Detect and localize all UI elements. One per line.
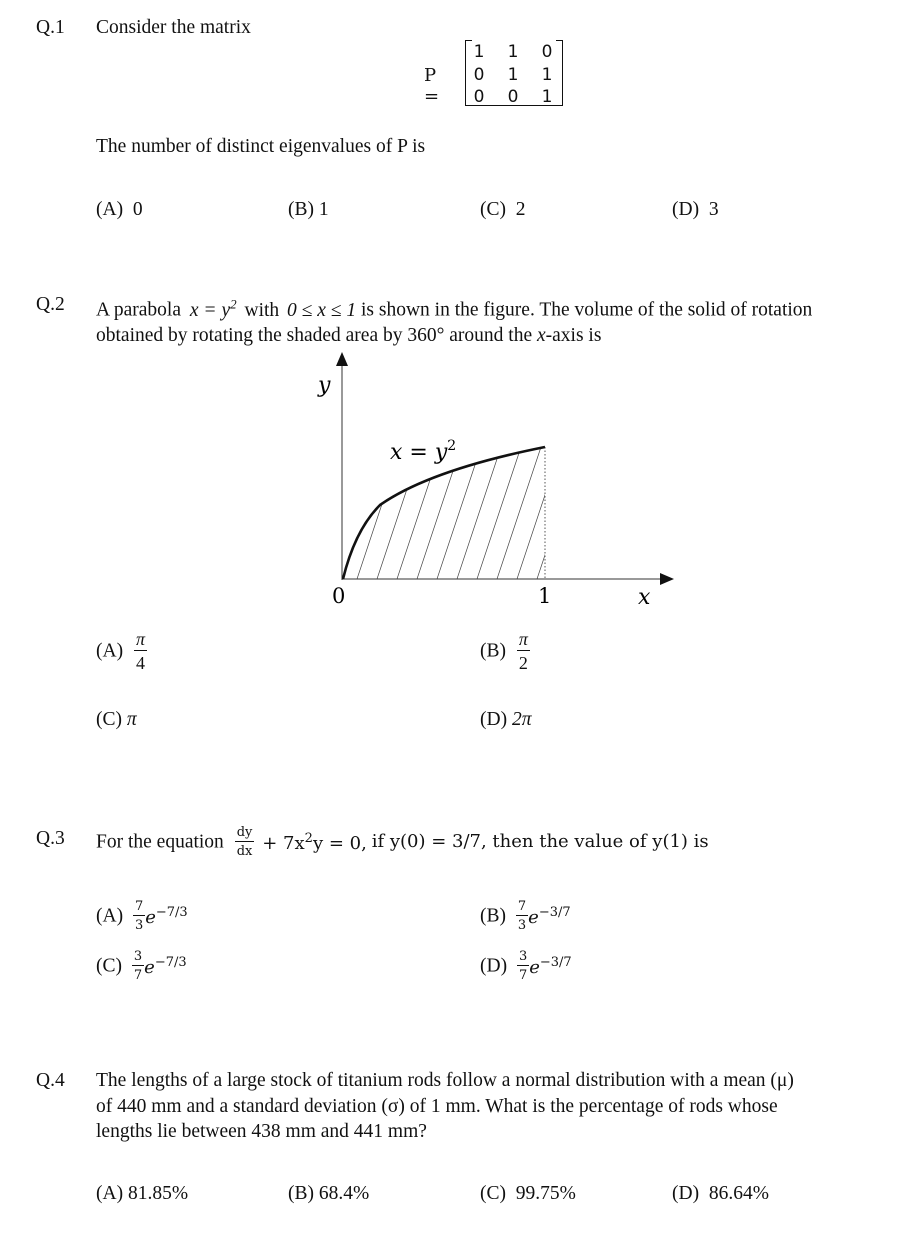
- q3-number: Q.3: [36, 828, 65, 849]
- option-text: 99.75%: [515, 1183, 576, 1204]
- option-label: (B): [480, 905, 506, 927]
- matrix-cell: 0: [473, 87, 485, 107]
- q3-condition: if y(0) = 3/7, then the value of y(1) is: [371, 831, 709, 852]
- option-label: (C): [480, 1183, 506, 1204]
- option-exp: $e^{-7/3}$: [144, 954, 187, 978]
- q2-option-c[interactable]: [96, 710, 137, 730]
- q4-number: Q.4: [36, 1070, 65, 1091]
- q3-option-d[interactable]: [480, 950, 572, 982]
- option-text: 3: [708, 199, 719, 220]
- x-one-label: 1: [538, 584, 552, 608]
- q2-option-a[interactable]: [96, 630, 147, 672]
- q3-derivative: $\frac{dy}{dx}$: [236, 825, 253, 859]
- y-axis-arrow-icon: [336, 352, 348, 366]
- option-label: (A): [96, 640, 124, 662]
- q4-option-c[interactable]: [480, 1184, 576, 1204]
- q3-option-a[interactable]: [96, 900, 188, 932]
- matrix-cell: 0: [473, 65, 485, 85]
- option-label: (C): [96, 709, 122, 730]
- curve-label: $x = y^2$: [390, 438, 457, 465]
- matrix-cell: 1: [473, 42, 485, 62]
- origin-label: 0: [332, 584, 346, 608]
- option-label: (B): [480, 640, 506, 662]
- q2-line1-post: is shown in the figure. The volume of the solid of rotation: [360, 299, 813, 321]
- option-label: (C): [480, 199, 506, 220]
- option-fraction: $\frac{3}{7}$: [133, 949, 143, 983]
- q2-line1-eq: $x = y^2$: [189, 296, 237, 321]
- matrix-cell: 1: [507, 42, 519, 62]
- q2-line1-with: with: [244, 299, 280, 321]
- option-exp: $e^{-3/7}$: [529, 954, 572, 978]
- option-label: (A): [96, 1183, 124, 1204]
- matrix-cell: 1: [507, 65, 519, 85]
- q3-equation-line: [96, 826, 709, 858]
- q4-line1: The lengths of a large stock of titanium rods follow a normal distribution with a mean (μ): [96, 1070, 794, 1091]
- option-fraction: $\frac{7}{3}$: [134, 899, 144, 933]
- option-text: 1: [318, 199, 329, 220]
- matrix-cell: 0: [507, 87, 519, 107]
- q4-option-d[interactable]: [672, 1184, 769, 1204]
- q4-option-a[interactable]: [96, 1184, 188, 1204]
- q1-intro: Consider the matrix: [96, 17, 251, 38]
- option-fraction: $\frac{\pi}{2}$: [518, 629, 528, 673]
- q4-line3: lengths lie between 438 mm and 441 mm?: [96, 1121, 427, 1142]
- matrix-cell: 0: [541, 42, 553, 62]
- option-label: (A): [96, 199, 124, 220]
- option-label: (B): [288, 1183, 314, 1204]
- q2-number: Q.2: [36, 294, 65, 315]
- matrix-cell: 1: [541, 87, 553, 107]
- option-text: 2: [515, 199, 526, 220]
- q4-line2: of 440 mm and a standard deviation (σ) of 1 mm. What is the percentage of rods whose: [96, 1096, 778, 1117]
- option-exp: $e^{-3/7}$: [528, 904, 571, 928]
- q1-matrix-label: P =: [424, 65, 440, 107]
- option-text: 2π: [511, 709, 532, 730]
- x-axis-arrow-icon: [660, 573, 674, 585]
- q1-number: Q.1: [36, 17, 65, 38]
- option-label: (D): [480, 955, 508, 977]
- y-axis-label: y: [318, 373, 331, 398]
- q3-pre: For the equation: [96, 831, 224, 853]
- option-label: (D): [672, 1183, 700, 1204]
- q3-option-b[interactable]: [480, 900, 571, 932]
- option-text: 68.4%: [318, 1183, 370, 1204]
- matrix-cell: 1: [541, 65, 553, 85]
- option-text: 81.85%: [127, 1183, 189, 1204]
- option-label: (C): [96, 955, 122, 977]
- option-fraction: $\frac{3}{7}$: [518, 949, 528, 983]
- option-fraction: $\frac{7}{3}$: [517, 899, 527, 933]
- q1-question: The number of distinct eigenvalues of P is: [96, 136, 426, 157]
- option-label: (D): [672, 199, 700, 220]
- x-axis-label: x: [638, 585, 651, 610]
- option-label: (D): [480, 709, 508, 730]
- option-exp: $e^{-7/3}$: [145, 904, 188, 928]
- q2-option-d[interactable]: [480, 710, 531, 730]
- hatch-pattern: [330, 420, 610, 600]
- q3-equation: + $7x^2y = 0$,: [262, 830, 367, 854]
- option-label: (A): [96, 905, 124, 927]
- q2-line1-range: 0 ≤ x ≤ 1: [287, 299, 357, 321]
- q2-line2-pre: obtained by rotating the shaded area by 360° around the: [96, 325, 533, 346]
- option-text: 0: [132, 199, 143, 220]
- option-text: π: [126, 709, 137, 730]
- q4-option-b[interactable]: [288, 1184, 369, 1204]
- option-fraction: $\frac{\pi}{4}$: [135, 629, 145, 673]
- q2-option-b[interactable]: [480, 630, 530, 672]
- option-text: 86.64%: [708, 1183, 769, 1204]
- q2-line2-post: -axis is: [545, 325, 602, 346]
- option-label: (B): [288, 199, 314, 220]
- q3-option-c[interactable]: [96, 950, 187, 982]
- q2-line2-var: x: [537, 325, 546, 346]
- q2-line1-pre: A parabola: [96, 299, 182, 321]
